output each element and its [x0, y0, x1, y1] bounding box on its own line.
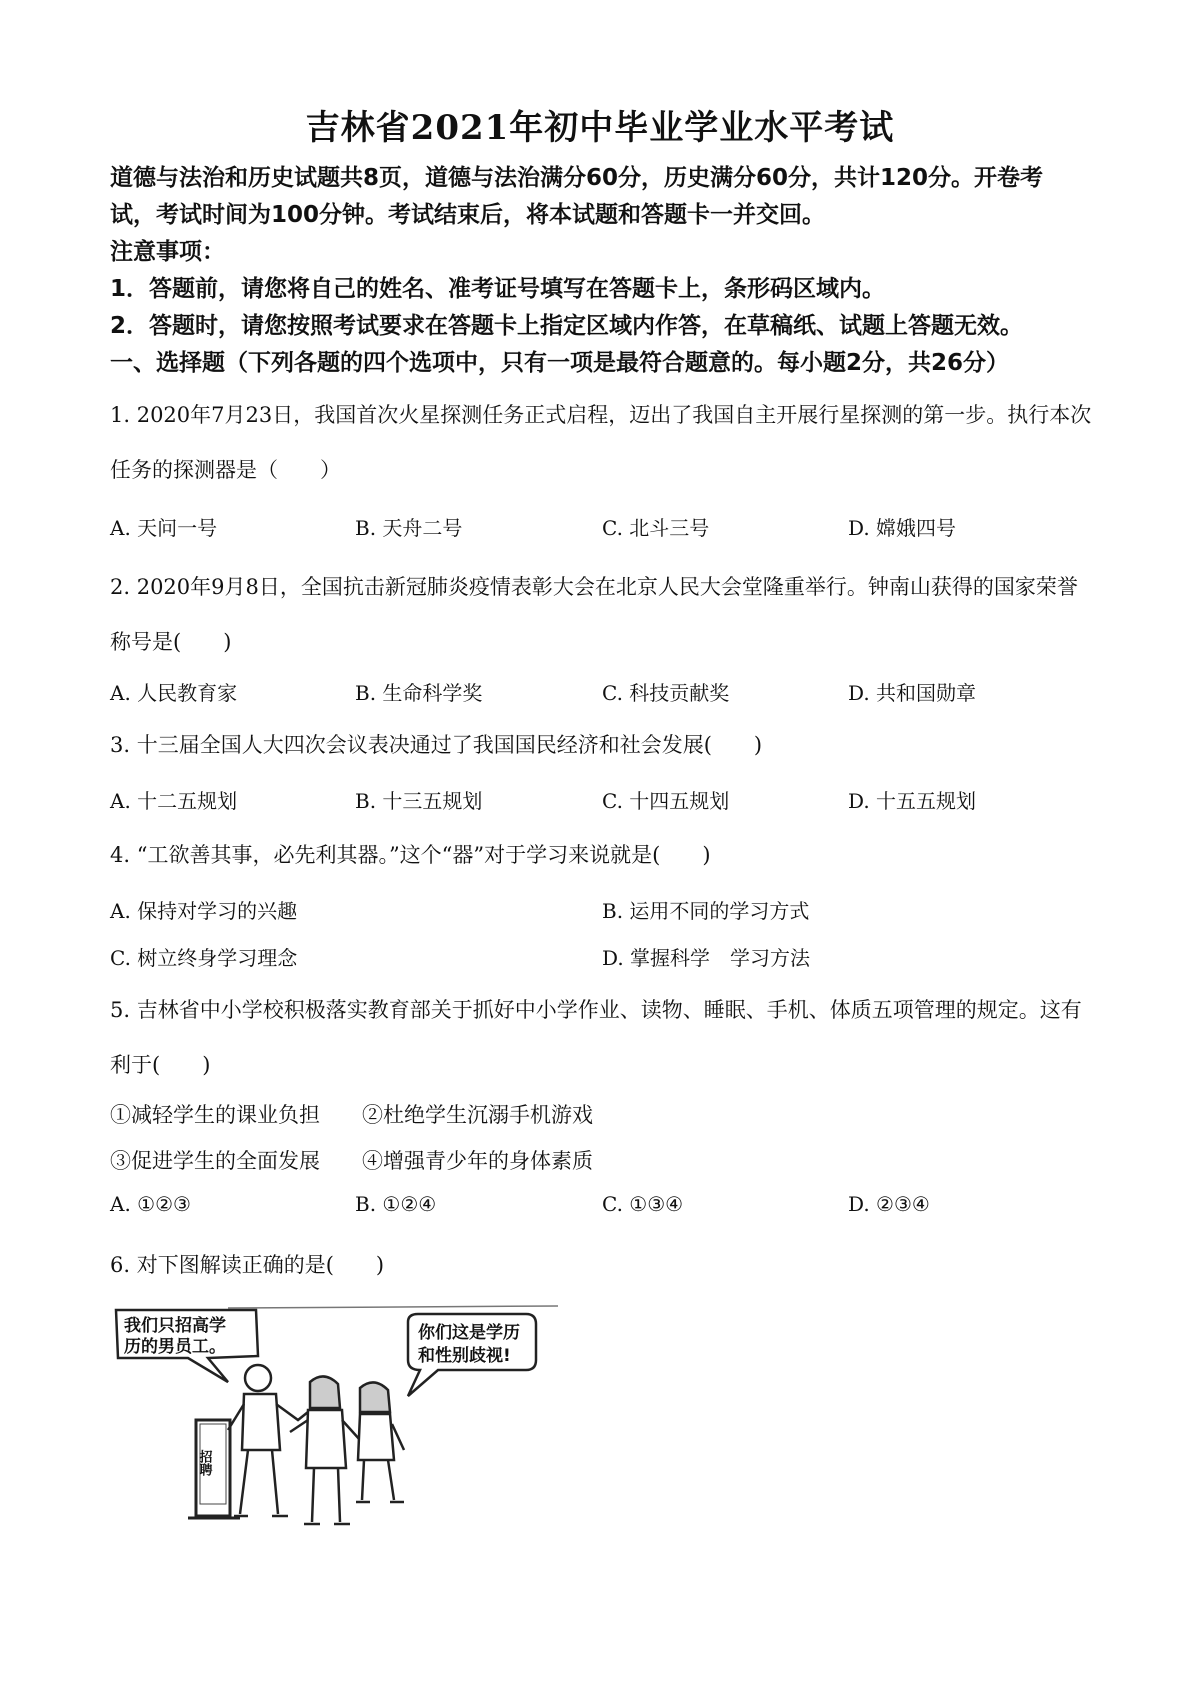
- notice-item: 2．答题时，请您按照考试要求在答题卡上指定区域内作答，在草稿纸、试题上答题无效。: [110, 313, 1024, 339]
- bubble-right-line1: 你们这是学历: [418, 1323, 520, 1343]
- cartoon-illustration: [108, 1300, 560, 1536]
- exam-title: 吉林省2021年初中毕业学业水平考试: [305, 108, 895, 148]
- bubble-left-line1: 我们只招高学: [124, 1316, 226, 1336]
- option-d: D. 共和国勋章: [848, 681, 977, 705]
- option-c: C. 树立终身学习理念: [110, 946, 298, 970]
- option-a: A. 天问一号: [110, 516, 218, 540]
- option-d: D. 十五五规划: [848, 789, 977, 813]
- bubble-right-line2: 和性别歧视!: [418, 1346, 511, 1366]
- question-4-options: [110, 942, 1100, 972]
- female-applicant-figure: [290, 1376, 360, 1524]
- option-c: C. ①③④: [602, 1192, 684, 1216]
- question-5-stem: 5. 吉林省中小学校积极落实教育部关于抓好中小学作业、读物、睡眠、手机、体质五项管理的规定。这有: [110, 998, 1082, 1022]
- option-a: A. 十二五规划: [110, 789, 238, 813]
- option-b: B. 十三五规划: [355, 789, 483, 813]
- question-4-stem: 4. “工欲善其事，必先利其器。”这个“器”对于学习来说就是( ): [110, 843, 711, 867]
- option-b: B. 生命科学奖: [355, 681, 483, 705]
- female-applicant-figure: [356, 1382, 404, 1502]
- question-5-items: ①减轻学生的课业负担 ②杜绝学生沉溺手机游戏: [110, 1103, 593, 1127]
- speech-bubble-right: [408, 1314, 536, 1396]
- recruitment-sign: [188, 1420, 240, 1518]
- option-c: C. 北斗三号: [602, 516, 710, 540]
- speech-bubble-left: [116, 1310, 258, 1382]
- question-5-stem: 利于( ): [110, 1053, 211, 1077]
- question-3-options: [110, 785, 1100, 815]
- option-c: C. 科技贡献奖: [602, 681, 730, 705]
- option-b: B. 运用不同的学习方式: [602, 899, 810, 923]
- exam-instructions: [110, 160, 1100, 382]
- option-a: A. 保持对学习的兴趣: [110, 899, 298, 923]
- question-3-stem: 3. 十三届全国人大四次会议表决通过了我国国民经济和社会发展( ): [110, 733, 763, 757]
- question-2-stem: 称号是( ): [110, 630, 232, 654]
- option-a: A. ①②③: [110, 1192, 191, 1216]
- option-d: D. 掌握科学 学习方法: [602, 946, 811, 970]
- notice-title: 注意事项：: [110, 239, 225, 265]
- question-6-stem: 6. 对下图解读正确的是( ): [110, 1253, 385, 1277]
- option-a: A. 人民教育家: [110, 681, 238, 705]
- question-4-options: [110, 895, 1100, 925]
- question-1-stem: 1. 2020年7月23日，我国首次火星探测任务正式启程，迈出了我国自主开展行星探测的第一步。执行本次: [110, 403, 1092, 427]
- question-1-options: [110, 512, 1100, 542]
- intro-line: 道德与法治和历史试题共8页，道德与法治满分60分，历史满分60分，共计120分。开卷考: [110, 165, 1044, 191]
- sign-text: 招聘: [196, 1450, 212, 1476]
- bubble-left-line2: 历的男员工。: [124, 1337, 226, 1357]
- notice-item: 1．答题前，请您将自己的姓名、准考证号填写在答题卡上，条形码区域内。: [110, 276, 886, 302]
- sketch-line: [228, 1306, 558, 1308]
- option-c: C. 十四五规划: [602, 789, 730, 813]
- intro-line: 试，考试时间为100分钟。考试结束后，将本试题和答题卡一并交回。: [110, 202, 826, 228]
- question-2-options: [110, 677, 1100, 707]
- option-b: B. ①②④: [355, 1192, 437, 1216]
- question-2-stem: 2. 2020年9月8日，全国抗击新冠肺炎疫情表彰大会在北京人民大会堂隆重举行。钟南山获得的国家荣誉: [110, 575, 1078, 599]
- recruiter-figure: [228, 1365, 308, 1516]
- option-b: B. 天舟二号: [355, 516, 463, 540]
- question-5-options: [110, 1192, 1100, 1222]
- question-5-items: ③促进学生的全面发展 ④增强青少年的身体素质: [110, 1149, 593, 1173]
- question-1-stem: 任务的探测器是（ ）: [110, 458, 341, 482]
- option-d: D. ②③④: [848, 1192, 930, 1216]
- option-d: D. 嫦娥四号: [848, 516, 957, 540]
- section-heading: 一、选择题（下列各题的四个选项中，只有一项是最符合题意的。每小题2分，共26分）: [110, 350, 1010, 376]
